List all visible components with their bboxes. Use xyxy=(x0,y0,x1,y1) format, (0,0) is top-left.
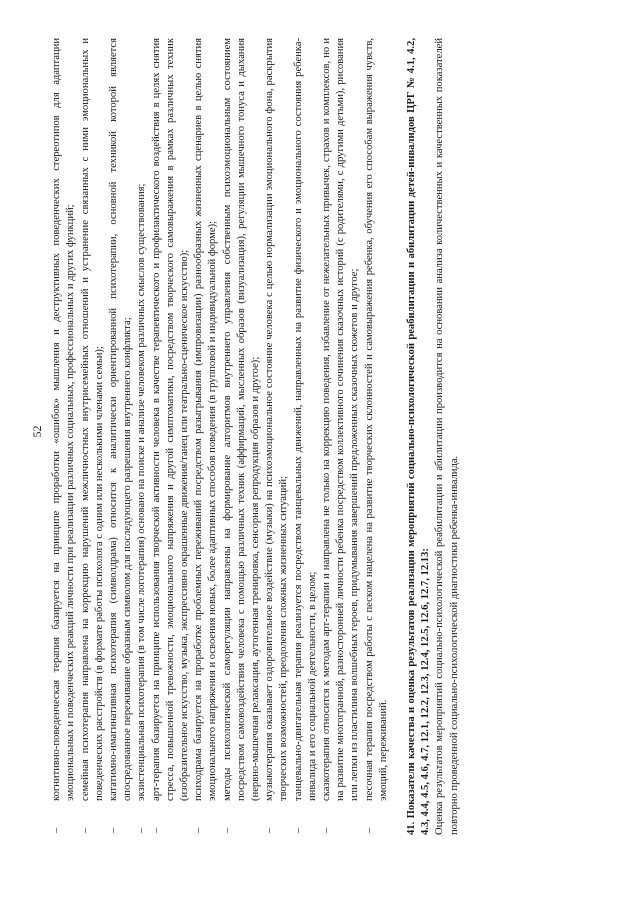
list-item xyxy=(50,38,78,835)
list-dash: – xyxy=(150,827,162,833)
list-dash: – xyxy=(108,827,120,833)
section-paragraph: Оценка результатов мероприятий социально-психологической реабилитации и абилитации производится на основании анализа количественных и качественных показателей повторно проведенной социально-психологической диагностики ребенка-инвалида. xyxy=(434,38,460,835)
list-item-text: когнитивно-поведенческая терапия базируется на принципе проработки «ошибок» мышления и деструктивных поведенческих стереотипов для адаптации эмоциональных и поведенческих реакций личности при реализации различных социальных, профессиональных и других функций; xyxy=(51,38,77,801)
list-item xyxy=(363,38,391,835)
page-number: 52 xyxy=(30,425,44,438)
therapy-method-list xyxy=(50,38,391,835)
list-item xyxy=(263,38,291,835)
section-heading: 41. Показатели качества и оценка результатов реализации мероприятий социально-психологической реабилитации и абилитации детей-инвалидов ЦРГ № 4.1, 4.2, 4.3, 4.4, 4.5, 4.6, 4.7, 12.1, 12.2, 12.3, 12.4, 12.5, 12.6, 12.7, 12.13: xyxy=(406,38,432,835)
list-item-text: танцевально-двигательная терапия реализуется посредством танцевальных движений, направленных на развитие физического и эмоционального состояния ребенка-инвалида и его социальной деятельности, в целом; xyxy=(292,38,318,801)
list-dash: – xyxy=(264,827,276,833)
list-item xyxy=(79,38,107,835)
list-dash: – xyxy=(79,827,91,833)
list-dash: – xyxy=(136,827,148,833)
list-item-text: кататимно-имагинативная психотерапия (символдрама) относится к аналитически ориентированной психотерапии, основной техникой которой является опосредованное переживание образным символом для последующего разрешения внутреннего конфликта; xyxy=(108,38,134,801)
list-item xyxy=(150,38,193,835)
list-dash: – xyxy=(363,827,375,833)
list-dash: – xyxy=(51,827,63,833)
list-item xyxy=(135,38,149,835)
list-item-text: песочная терапия посредством работы с песком нацелена на развитие творческих склонностей и самовыражения ребенка, обучения его способам выражения чувств, эмоций, переживаний. xyxy=(363,38,389,801)
list-item xyxy=(107,38,135,835)
list-item xyxy=(320,38,363,835)
list-item-text: музыкотерапия оказывает оздоровительное воздействие (музыки) на психоэмоциональное состояние человека с целью нормализации эмоционального фона, раскрытия творческих возможностей, преодоления сложных жизненных ситуаций; xyxy=(264,38,290,801)
list-dash: – xyxy=(221,827,233,833)
list-dash: – xyxy=(292,827,304,833)
list-item-text: сказкотерапия относится к методам арт-терапии и направлена не только на коррекцию поведения, избавление от нежелательных привычек, страхов и комплексов, но и на развитие многогранной, разносторонней личности ребенка посредством коллективного сочинения сказочных историй (с родителями, с другими детьми), рисования или лепки из пластилина волшебных героев, придумывания завершений предложенных сказочных сюжетов и другое; xyxy=(321,38,361,801)
list-item-text: арт-терапия базируется на принципе использования творческой активности человека в качестве терапевтического и профилактического воздействия в целях снятия стресса, повышенной тревожности, эмоционального напряжения и другой симптоматики, посредством творческого самовыражения в рамках различных техник (изобразительное искусство, музыка, экспрессивно окрашенные движения/танец или театрально-сценическое искусство); xyxy=(150,38,191,801)
list-item xyxy=(292,38,320,835)
list-dash: – xyxy=(321,827,333,833)
list-item-text: экзистенциальная психотерапия (в том числе логотерапия) основано на поиске и анализе человеком различных смыслов существования; xyxy=(136,183,148,801)
list-item xyxy=(221,38,264,835)
list-item-text: методы психологической саморегуляции направлены на формирование алгоритмов внутреннего управления собственным психоэмоциональным состоянием посредством самовоздействия человека с помощью различных техник (аффирмаций, мысленных образов (визуализация), регуляции мышечного тонуса и дыхания (нервно-мышечная релаксация, аутогенная тренировка, сенсорная репродукция образов и другое); xyxy=(221,38,262,801)
list-dash: – xyxy=(193,827,205,833)
list-item xyxy=(192,38,220,835)
list-item-text: психодрама базируется на проработке проблемных переживаний посредством разыгрывания (импровизации) разнообразных жизненных сценариев в целью снятия эмоционального напряжения и освоения новых, более адаптивных способов поведения (в групповой и индивидуальной форме); xyxy=(193,38,219,801)
list-item-text: семейная психотерапия направлена на коррекцию нарушений межличностных внутрисемейных отношений и устранение связанных с ними эмоциональных и поведенческих расстройств (в формате работы психолога с одним или несколькими членами семьи); xyxy=(79,38,105,801)
